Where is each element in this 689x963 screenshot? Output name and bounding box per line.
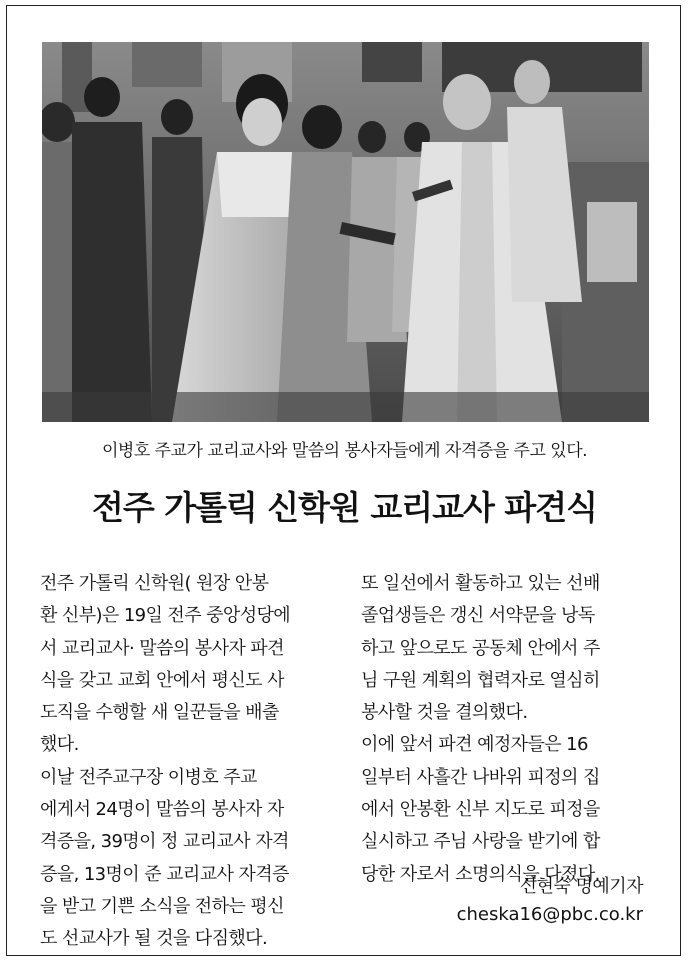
body-line: 도직을 수행할 새 일꾼들을 배출 (40, 702, 279, 724)
photo-ceremony-icon (42, 42, 649, 422)
body-line: 도 선교사가 될 것을 다짐했다. (40, 928, 268, 950)
body-line: 봉사할 것을 결의했다. (361, 702, 528, 724)
body-line: 을 받고 기쁜 소식을 전하는 평신 (40, 895, 284, 917)
body-line: 이에 앞서 파견 예정자들은 16 (361, 734, 588, 756)
body-line: 식을 갖고 교회 안에서 평신도 사 (40, 669, 284, 691)
body-line: 격증을, 39명이 정 교리교사 자격 (40, 831, 289, 853)
body-line: 졸업생들은 갱신 서약문을 낭독 (361, 605, 595, 627)
body-line: 서 교리교사· 말씀의 봉사자 파견 (40, 637, 284, 659)
body-line: 당한 자로서 소명의식을 다졌다. (361, 863, 600, 885)
body-line: 증을, 13명이 준 교리교사 자격증 (40, 863, 289, 885)
body-line: 님 구원 계획의 협력자로 열심히 (361, 669, 600, 691)
body-line: 또 일선에서 활동하고 있는 선배 (361, 573, 600, 594)
reporter-name: 신현숙 명예기자 (519, 876, 643, 897)
body-line: 환 신부)은 19일 전주 중앙성당에 (40, 605, 291, 627)
reporter-email[interactable]: cheska16@pbc.co.kr (456, 904, 643, 925)
body-column-right (361, 568, 651, 891)
body-line: 에게서 24명이 말씀의 봉사자 자 (40, 799, 284, 821)
body-line: 전주 가톨릭 신학원( 원장 안봉 (40, 573, 269, 594)
body-line: 하고 앞으로도 공동체 안에서 주 (361, 637, 600, 659)
photo-caption: 이병호 주교가 교리교사와 말씀의 봉사자들에게 자격증을 주고 있다. (101, 441, 588, 461)
article-photo (42, 42, 649, 422)
article-headline: 전주 가톨릭 신학원 교리교사 파견식 (91, 488, 598, 527)
body-line: 실시하고 주님 사랑을 받기에 합 (361, 831, 600, 853)
body-line: 했다. (40, 734, 79, 756)
body-line: 일부터 사흘간 나바위 피정의 집 (361, 766, 600, 788)
body-line: 이날 전주교구장 이병호 주교 (40, 766, 257, 788)
body-line: 에서 안봉환 신부 지도로 피정을 (361, 799, 600, 821)
body-column-left (40, 568, 340, 956)
